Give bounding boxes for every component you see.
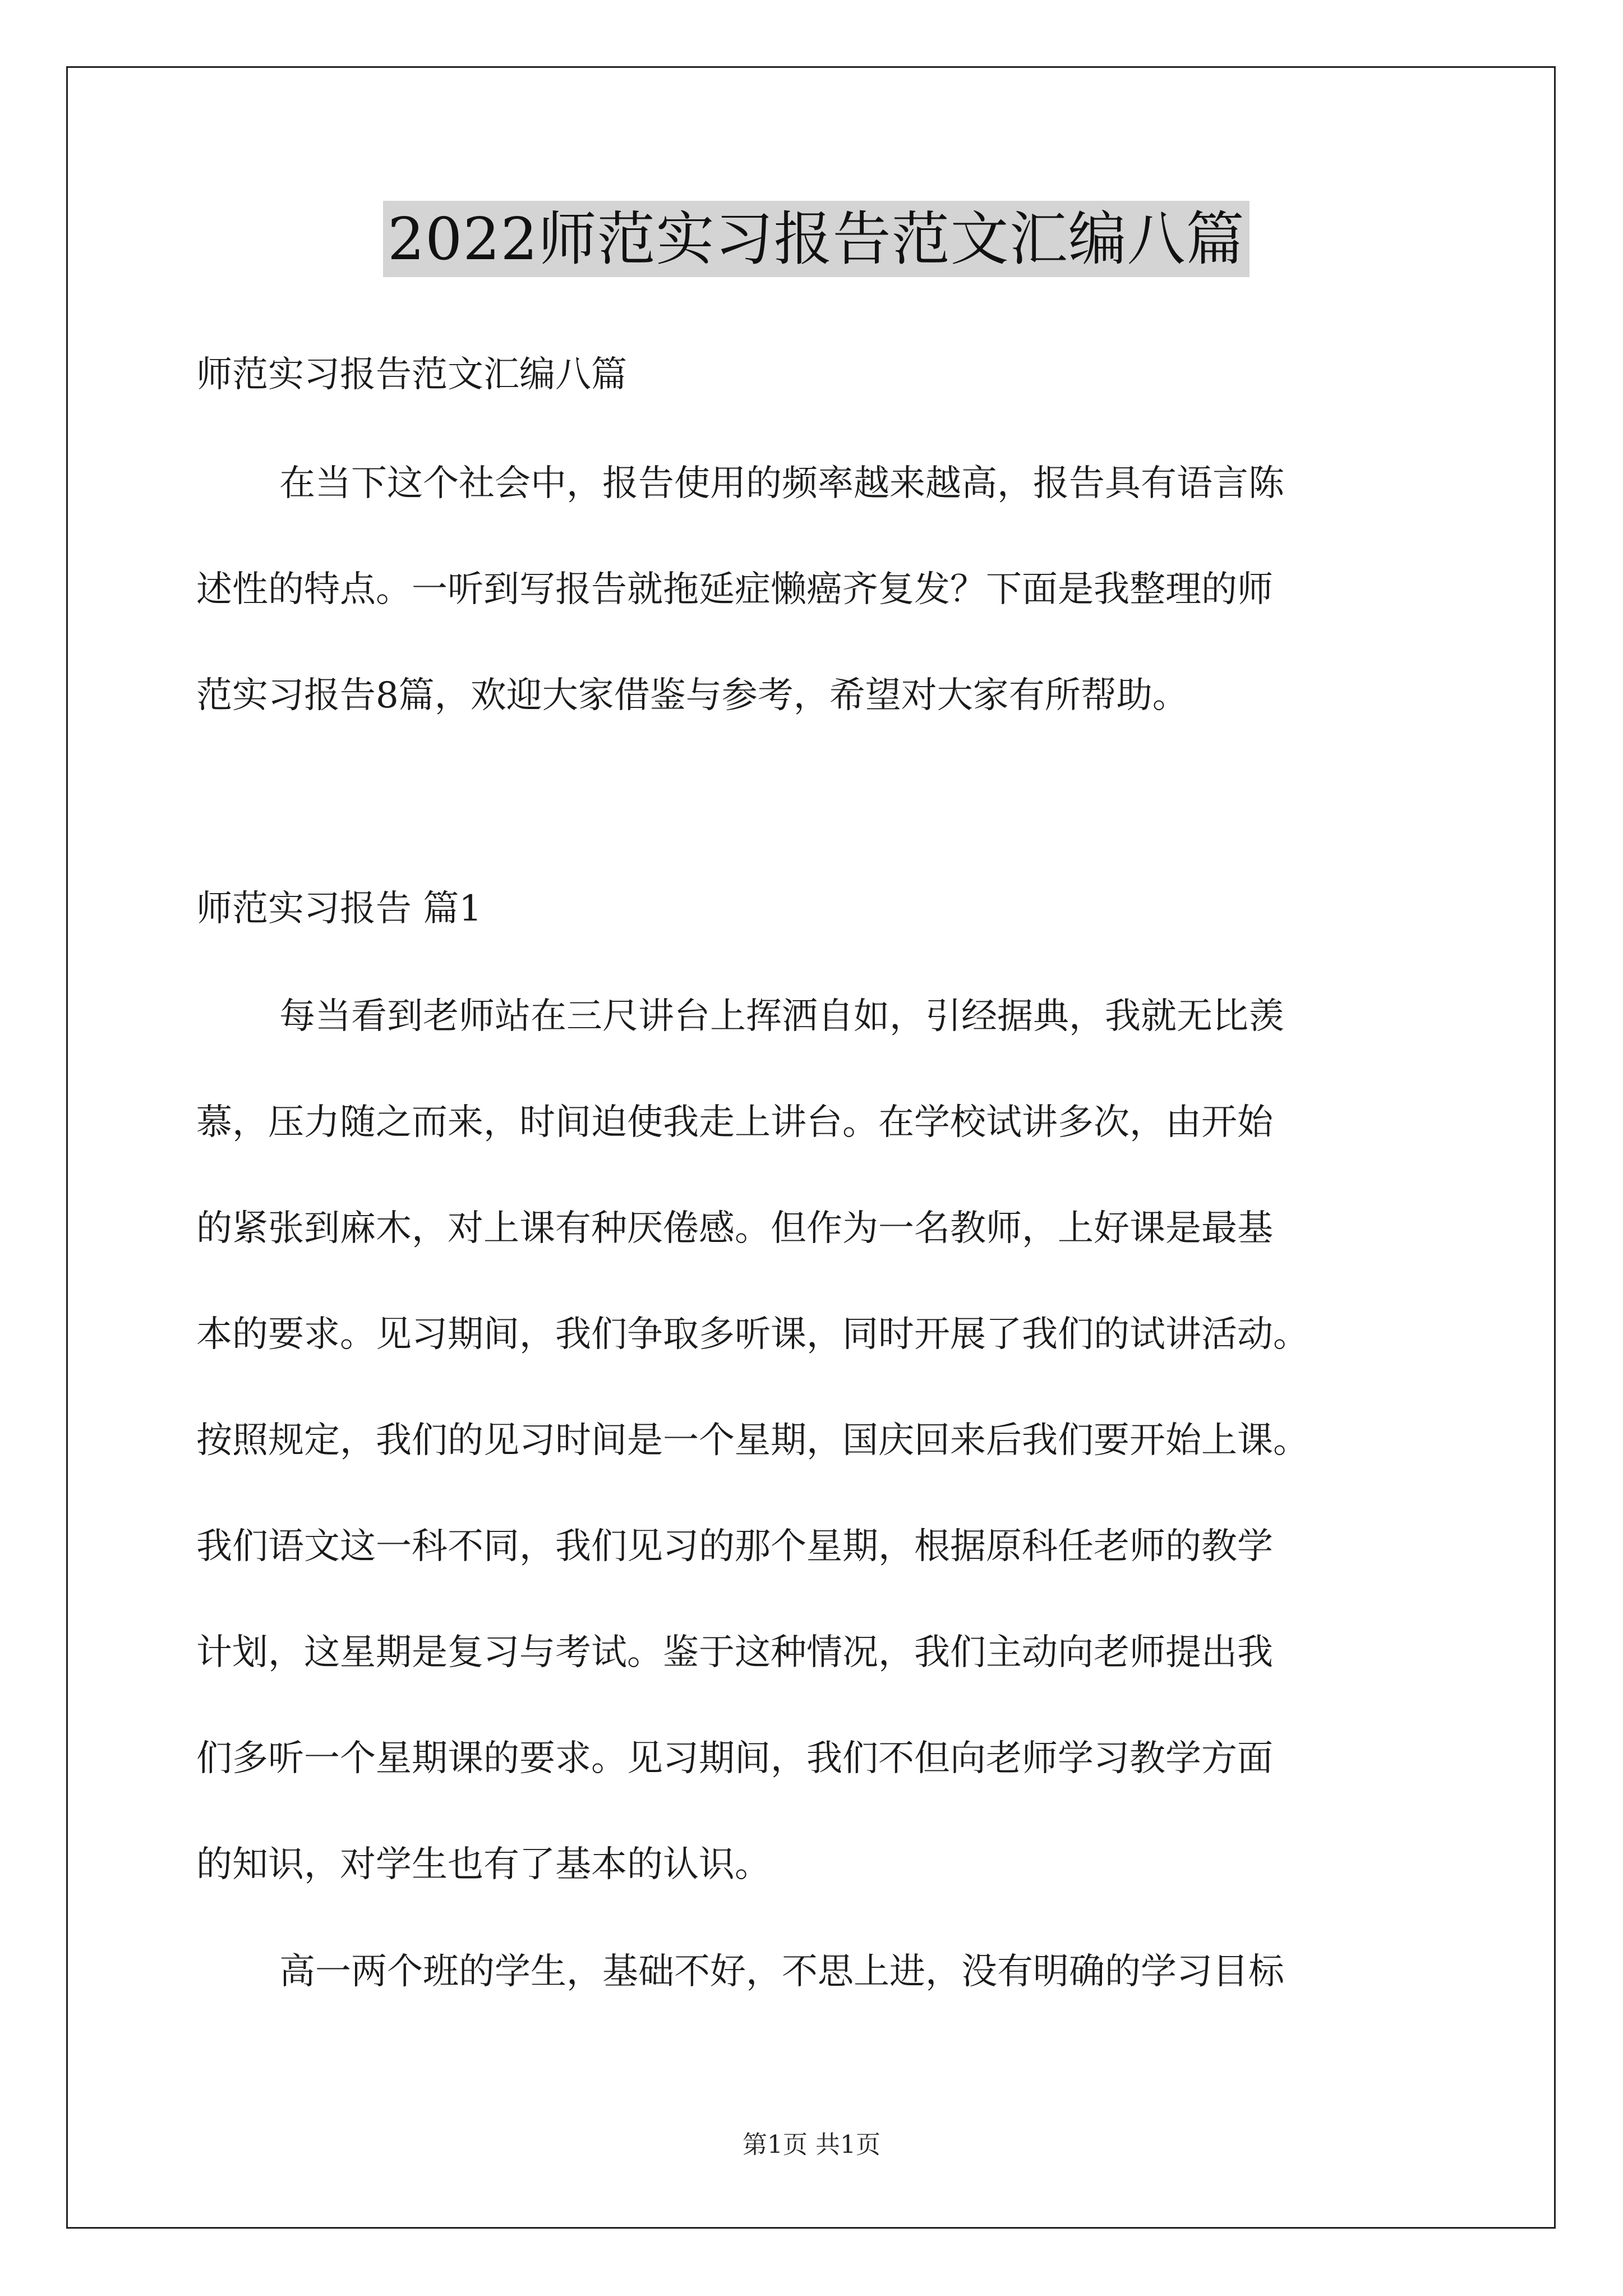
paragraph-line: 本的要求。见习期间，我们争取多听课，同时开展了我们的试讲活动。 — [196, 1314, 1309, 1355]
intro-line: 述性的特点。一听到写报告就拖延症懒癌齐复发？下面是我整理的师 — [196, 569, 1273, 610]
page-footer: 第1页 共1页 — [743, 2131, 880, 2159]
paragraph-line: 按照规定，我们的见习时间是一个星期，国庆回来后我们要开始上课。 — [196, 1420, 1309, 1461]
paragraph-line: 每当看到老师站在三尺讲台上挥洒自如，引经据典，我就无比羡 — [279, 996, 1284, 1037]
intro-line: 在当下这个社会中，报告使用的频率越来越高，报告具有语言陈 — [279, 463, 1284, 504]
intro-line: 范实习报告8篇，欢迎大家借鉴与参考，希望对大家有所帮助。 — [196, 675, 1188, 716]
section-heading: 师范实习报告 篇1 — [196, 888, 482, 930]
paragraph-line: 慕，压力随之而来，时间迫使我走上讲台。在学校试讲多次，由开始 — [196, 1102, 1273, 1143]
paragraph-line: 我们语文这一科不同，我们见习的那个星期，根据原科任老师的教学 — [196, 1526, 1273, 1567]
document-title: 2022师范实习报告范文汇编八篇 — [383, 201, 1249, 277]
paragraph-line: 高一两个班的学生，基础不好，不思上进，没有明确的学习目标 — [279, 1951, 1284, 1993]
paragraph-line: 计划，这星期是复习与考试。鉴于这种情况，我们主动向老师提出我 — [196, 1632, 1273, 1673]
paragraph-line: 的紧张到麻木，对上课有种厌倦感。但作为一名教师，上好课是最基 — [196, 1208, 1273, 1249]
document-subtitle: 师范实习报告范文汇编八篇 — [196, 354, 627, 395]
paragraph-line: 们多听一个星期课的要求。见习期间，我们不但向老师学习教学方面 — [196, 1738, 1273, 1779]
paragraph-line: 的知识，对学生也有了基本的认识。 — [196, 1844, 771, 1885]
